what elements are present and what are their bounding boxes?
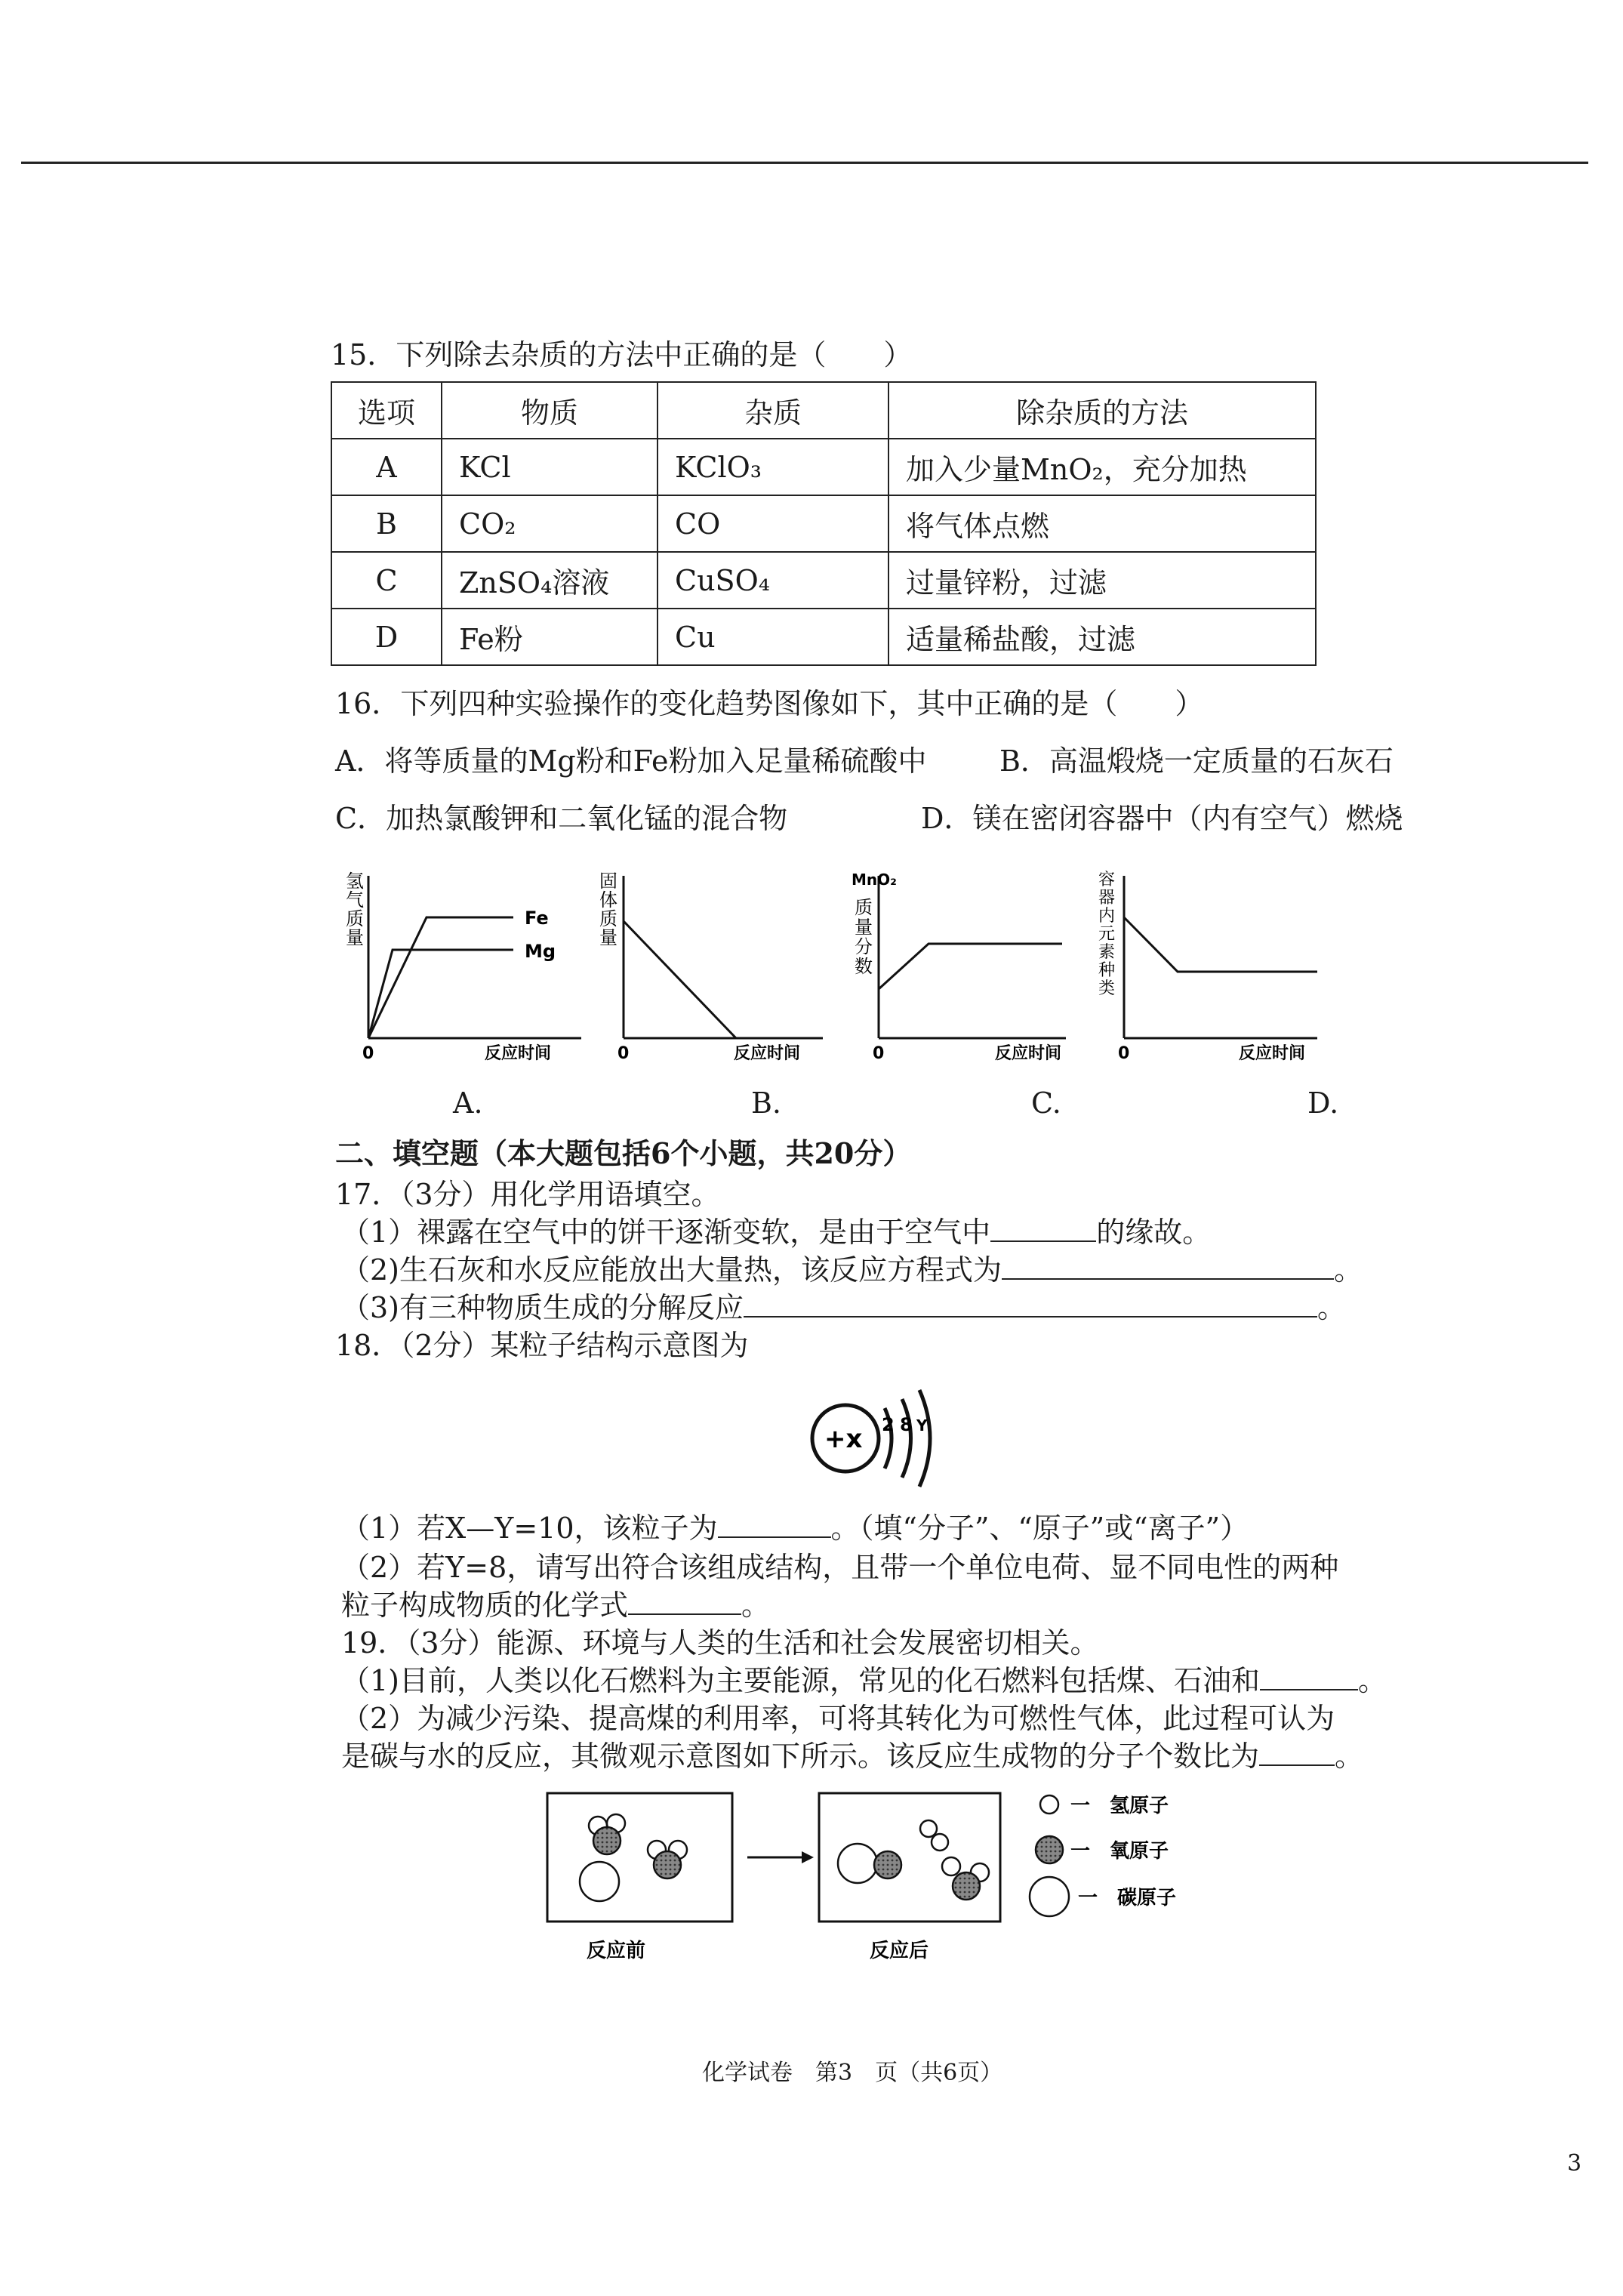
q17-part3: （3)有三种物质生成的分解反应 。 <box>341 1288 1346 1327</box>
q18-stem: 18．（2分）某粒子结构示意图为 <box>335 1329 749 1362</box>
svg-text:元: 元 <box>1098 925 1116 944</box>
oxygen-legend-icon <box>1036 1836 1063 1863</box>
q16-stem: 16．下列四种实验操作的变化趋势图像如下，其中正确的是（ ） <box>335 687 1204 720</box>
header-option: 选项 <box>331 382 442 439</box>
graph-a-ylabel <box>346 871 364 948</box>
q17-part2: （2)生石灰和水反应能放出大量热，该反应方程式为 。 <box>341 1250 1363 1290</box>
mno2-line <box>879 944 1062 989</box>
cell-method: 适量稀盐酸，过滤 <box>888 609 1316 665</box>
cell-substance: Fe粉 <box>442 609 658 665</box>
cell-impurity: KClO₃ <box>658 439 888 495</box>
svg-text:器: 器 <box>1098 889 1116 908</box>
before-label: 反应前 <box>587 1940 646 1962</box>
svg-text:数: 数 <box>855 956 873 977</box>
carbon-legend-icon <box>1030 1877 1069 1916</box>
water-molecule <box>589 1814 625 1854</box>
xaxis-label: 反应时间 <box>1239 1044 1306 1063</box>
svg-text:气: 气 <box>346 889 364 911</box>
svg-text:容: 容 <box>1098 871 1116 889</box>
answer-blank[interactable] <box>990 1213 1096 1242</box>
xaxis-label: 反应时间 <box>734 1044 801 1063</box>
q16-option-d: D．镁在密闭容器中（内有空气）燃烧 <box>921 802 1403 835</box>
nucleus-charge: +x <box>824 1424 863 1454</box>
q15-stem: 15．下列除去杂质的方法中正确的是（ ） <box>331 338 913 371</box>
cell-impurity: Cu <box>658 609 888 665</box>
section-heading: 二、填空题（本大题包括6个小题，共20分） <box>335 1136 912 1170</box>
before-box <box>547 1793 732 1922</box>
q19-stem: 19．（3分）能源、环境与人类的生活和社会发展密切相关。 <box>341 1626 1099 1660</box>
cell-option: D <box>331 609 442 665</box>
hydrogen-legend-label: 一 氢原子 <box>1070 1795 1169 1817</box>
exam-footer: 化学试卷 第3 页（共6页） <box>702 2060 1003 2086</box>
table-row <box>331 495 1316 552</box>
cell-substance: KCl <box>442 439 658 495</box>
q19-part2-cont: 是碳与水的反应，其微观示意图如下所示。该反应生成物的分子个数比为 。 <box>341 1737 1363 1776</box>
q18-part1: （1）若X—Y=10，该粒子为 。（填“分子”、“原子”或“离子”） <box>341 1509 1249 1548</box>
co-molecule <box>838 1844 901 1883</box>
cell-method: 加入少量MnO₂，充分加热 <box>888 439 1316 495</box>
cell-option: C <box>331 552 442 609</box>
q19-part2: （2）为减少污染、提高煤的利用率，可将其转化为可燃性气体，此过程可认为 <box>341 1702 1335 1735</box>
reaction-microscopic-diagram <box>528 1782 1321 1963</box>
cell-substance: ZnSO₄溶液 <box>442 552 658 609</box>
graph-b <box>596 861 838 1095</box>
q15-table <box>331 381 1317 666</box>
svg-text:氢: 氢 <box>346 871 364 892</box>
graph-b-ylabel <box>599 871 617 948</box>
water-molecule <box>942 1857 989 1900</box>
answer-blank[interactable] <box>718 1509 831 1538</box>
q18-part2: （2）若Y=8，请写出符合该组成结构，且带一个单位电荷、显不同电性的两种 <box>341 1551 1339 1584</box>
fe-label: Fe <box>525 908 549 929</box>
shell-1-electrons: 2 <box>882 1414 895 1435</box>
q18-part2-cont: 粒子构成物质的化学式 。 <box>341 1586 770 1625</box>
graph-d-ylabel <box>1098 871 1115 998</box>
after-label: 反应后 <box>870 1940 929 1962</box>
h2-molecule <box>920 1820 948 1851</box>
page-number: 3 <box>1567 2150 1582 2177</box>
svg-text:内: 内 <box>1098 907 1116 926</box>
graph-d <box>1091 861 1332 1095</box>
top-rule <box>21 162 1588 164</box>
cell-option: A <box>331 439 442 495</box>
hydrogen-legend-icon <box>1040 1795 1058 1814</box>
table-row <box>331 609 1316 665</box>
cell-method: 将气体点燃 <box>888 495 1316 552</box>
answer-blank[interactable] <box>1259 1737 1335 1766</box>
fe-curve <box>368 917 513 1038</box>
svg-text:固: 固 <box>599 871 617 892</box>
graph-c-ylabel <box>852 871 897 977</box>
graph-a-caption: A. <box>453 1086 483 1120</box>
graph-c-caption: C. <box>1031 1086 1061 1120</box>
cell-method: 过量锌粉，过滤 <box>888 552 1316 609</box>
cell-impurity: CO <box>658 495 888 552</box>
q19-part1: （1)目前，人类以化石燃料为主要能源，常见的化石燃料包括煤、石油和 。 <box>341 1661 1387 1700</box>
answer-blank[interactable] <box>628 1586 741 1615</box>
origin-label: 0 <box>1118 1044 1130 1063</box>
svg-text:MnO₂: MnO₂ <box>852 871 897 889</box>
svg-text:种: 种 <box>1098 961 1116 980</box>
svg-text:体: 体 <box>599 889 617 911</box>
oxygen-legend-label: 一 氧原子 <box>1070 1840 1169 1863</box>
answer-blank[interactable] <box>744 1289 1317 1318</box>
xaxis-label: 反应时间 <box>995 1044 1062 1063</box>
header-method: 除杂质的方法 <box>888 382 1316 439</box>
cell-impurity: CuSO₄ <box>658 552 888 609</box>
svg-text:质: 质 <box>599 908 617 929</box>
svg-text:量: 量 <box>599 927 617 948</box>
origin-label: 0 <box>362 1044 374 1063</box>
header-impurity: 杂质 <box>658 382 888 439</box>
header-substance: 物质 <box>442 382 658 439</box>
solid-mass-line <box>624 921 736 1038</box>
svg-text:质: 质 <box>346 908 364 929</box>
q17-part1: （1）裸露在空气中的饼干逐渐变软，是由于空气中 的缘故。 <box>341 1213 1211 1252</box>
q16-option-b: B．高温煅烧一定质量的石灰石 <box>999 744 1394 778</box>
q16-option-a: A．将等质量的Mg粉和Fe粉加入足量稀硫酸中 <box>335 744 927 778</box>
xaxis-label: 反应时间 <box>485 1044 552 1063</box>
graph-a <box>340 861 589 1095</box>
cell-option: B <box>331 495 442 552</box>
answer-blank[interactable] <box>1260 1662 1358 1690</box>
mg-label: Mg <box>525 941 556 962</box>
svg-text:量: 量 <box>855 917 873 938</box>
table-row <box>331 552 1316 609</box>
svg-text:分: 分 <box>855 936 873 957</box>
element-types-line <box>1124 917 1317 972</box>
origin-label: 0 <box>617 1044 630 1063</box>
carbon-atom <box>580 1862 619 1901</box>
svg-text:素: 素 <box>1098 943 1116 962</box>
q17-stem: 17．（3分）用化学用语填空。 <box>335 1178 720 1211</box>
answer-blank[interactable] <box>1002 1251 1334 1280</box>
graph-d-caption: D. <box>1307 1086 1339 1120</box>
graph-c <box>847 861 1096 1095</box>
shell-2-electrons: 8 <box>900 1414 913 1435</box>
table-header-row <box>331 382 1316 439</box>
svg-text:质: 质 <box>855 897 873 918</box>
svg-text:量: 量 <box>346 927 364 948</box>
graph-b-caption: B. <box>751 1086 782 1120</box>
water-molecule <box>648 1841 687 1878</box>
table-row <box>331 439 1316 495</box>
shell-3-electrons: Y <box>916 1416 928 1435</box>
carbon-legend-label: 一 碳原子 <box>1078 1887 1177 1909</box>
particle-structure-diagram <box>793 1370 959 1506</box>
cell-substance: CO₂ <box>442 495 658 552</box>
q16-option-c: C．加热氯酸钾和二氧化锰的混合物 <box>335 802 788 835</box>
svg-text:类: 类 <box>1098 979 1116 998</box>
origin-label: 0 <box>873 1044 885 1063</box>
